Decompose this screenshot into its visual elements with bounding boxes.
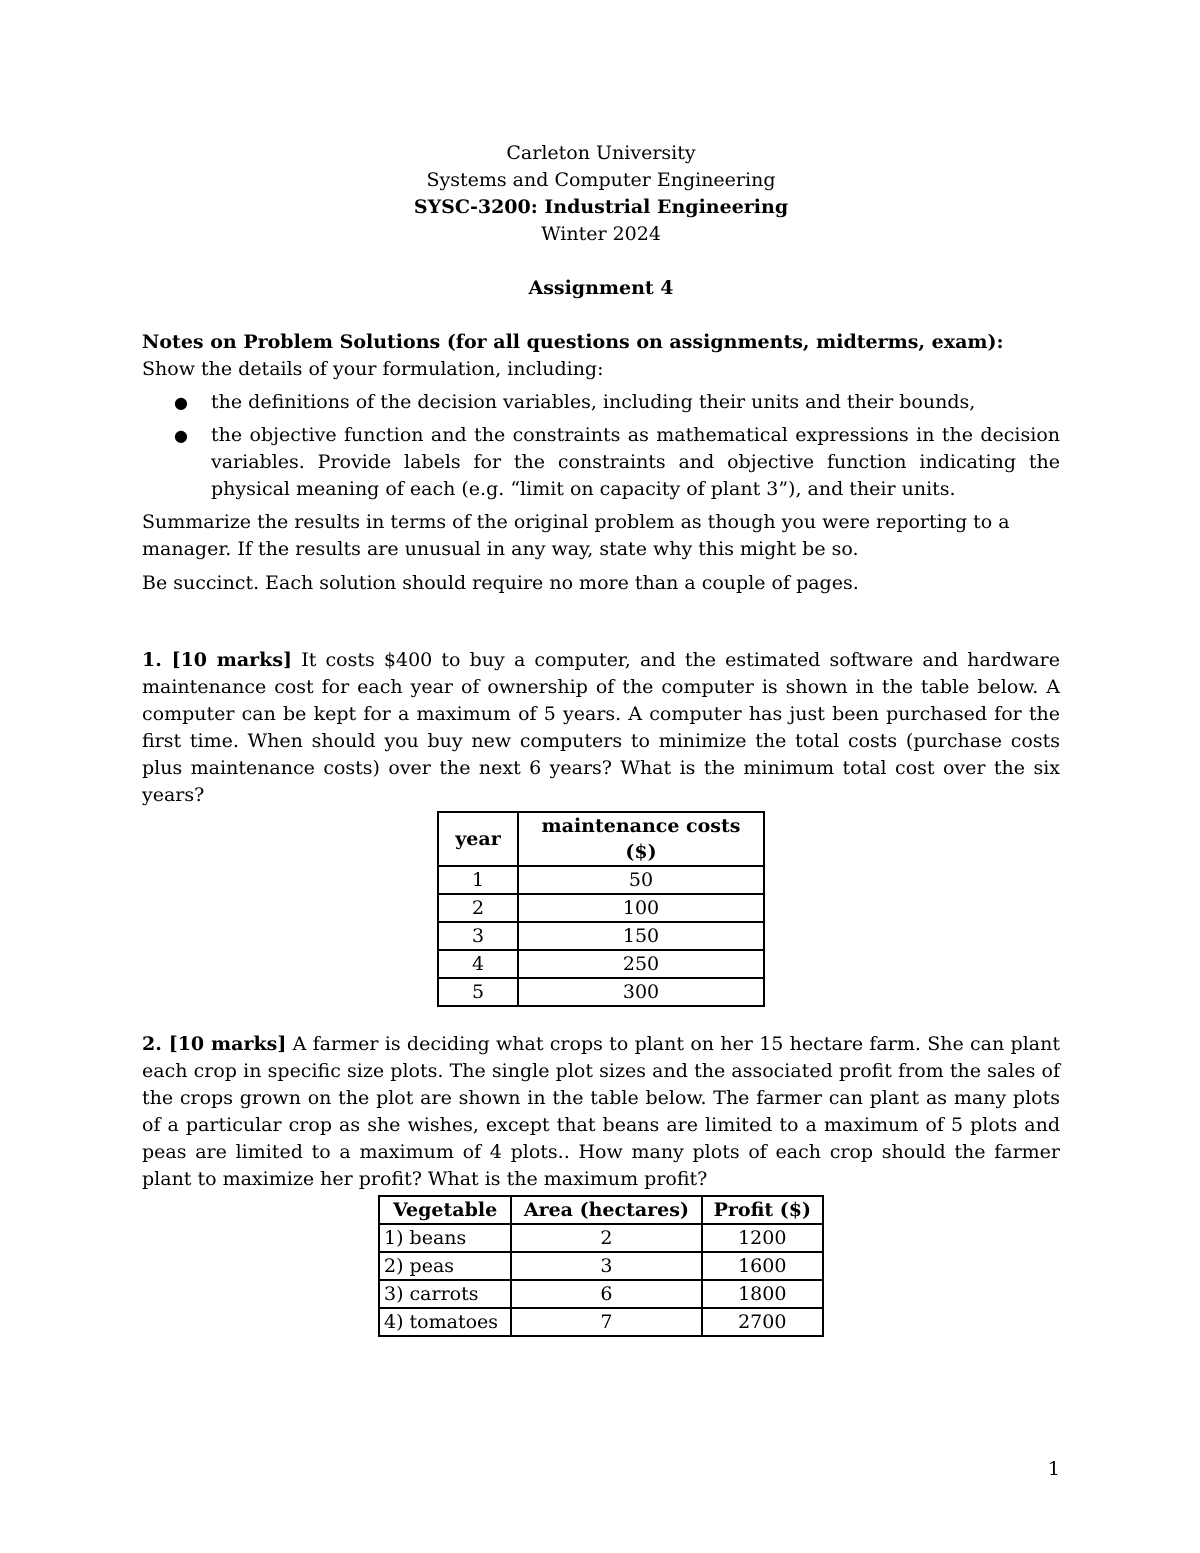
page-number: 1 [1047,1458,1060,1480]
table-cell: 6 [511,1280,701,1308]
question-2 [142,1031,1060,1193]
table-header-row [379,1196,823,1224]
table-header-row [438,812,764,866]
table-row [438,866,764,894]
university-name: Carleton University [506,142,696,164]
table-cell: 100 [518,894,764,922]
table-cell: 1 [438,866,518,894]
notes-succinct: Be succinct. Each solution should require no more than a couple of pages. [142,572,859,594]
table-cell: 300 [518,978,764,1006]
table-row [379,1280,823,1308]
table-cell: 2 [438,894,518,922]
table-cell: 1) beans [379,1224,511,1252]
table-cell: 5 [438,978,518,1006]
column-header: Area (hectares) [511,1196,701,1224]
document-header [142,140,1060,248]
column-header: Vegetable [379,1196,511,1224]
table-cell: 2700 [702,1308,823,1336]
table-cell: 4 [438,950,518,978]
table-cell: 7 [511,1308,701,1336]
maintenance-cost-table [437,811,765,1007]
table-cell: 4) tomatoes [379,1308,511,1336]
question-2-number: 2. [10 marks] [142,1033,287,1055]
table-cell: 3 [438,922,518,950]
question-1-number: 1. [10 marks] [142,649,293,671]
table-cell: 150 [518,922,764,950]
notes-intro: Show the details of your formulation, including: [142,358,604,380]
table-cell: 250 [518,950,764,978]
course-title: SYSC-3200: Industrial Engineering [413,196,789,218]
column-header: maintenance costs ($) [518,812,764,866]
question-1 [142,647,1060,809]
table-cell: 1200 [702,1224,823,1252]
list-item-text: the definitions of the decision variables, including their units and their bounds, [211,391,976,413]
table-cell: 2 [511,1224,701,1252]
table-row [438,922,764,950]
table-cell: 1600 [702,1252,823,1280]
bullet-icon: ● [174,426,188,445]
question-2-text: A farmer is deciding what crops to plant on her 15 hectare farm. She can plant each crop in specific size plots. The single plot sizes and the associated profit from the sales of the crops grown on the plot are shown in the table below. The farmer can plant as many plots of a particular crop as she wishes, except that beans are limited to a maximum of 5 plots and peas are limited to a maximum of 4 plots.. How many plots of each crop should the farmer plant to maximize her profit? What is the maximum profit? [142,1033,1060,1190]
table-cell: 50 [518,866,764,894]
list-item [142,389,1060,416]
list-item [142,422,1060,503]
assignment-title: Assignment 4 [528,277,674,299]
bullet-icon: ● [174,393,188,412]
table-row [379,1308,823,1336]
table-row [379,1224,823,1252]
crop-profit-table [378,1195,824,1337]
table-cell: 2) peas [379,1252,511,1280]
table-cell: 3) carrots [379,1280,511,1308]
table-cell: 1800 [702,1280,823,1308]
question-1-text: It costs $400 to buy a computer, and the estimated software and hardware maintenance cost for each year of ownership of the computer is shown in the table below. A computer can be kept for a maximum of 5 years. A computer has just been purchased for the first time. When should you buy new computers to minimize the total costs (purchase costs plus maintenance costs) over the next 6 years? What is the minimum total cost over the six years? [142,649,1060,806]
table-cell: 3 [511,1252,701,1280]
table-row [438,978,764,1006]
list-item-text: the objective function and the constraints as mathematical expressions in the decision variables. Provide labels for the constraints and objective function indicating the physical meaning of each (e.g. “limit on capacity of plant 3”), and their units. [211,424,1060,500]
table-row [438,894,764,922]
table-row [438,950,764,978]
term: Winter 2024 [541,223,661,245]
notes-heading: Notes on Problem Solutions (for all questions on assignments, midterms, exam): [142,331,1004,353]
notes-list [142,389,1060,503]
document-page [142,140,1060,1337]
notes-section [142,329,1060,597]
department-name: Systems and Computer Engineering [426,169,776,191]
column-header: year [438,812,518,866]
notes-summary: Summarize the results in terms of the original problem as though you were reporting to a manager. If the results are unusual in any way, state why this might be so. [142,511,1010,560]
table-row [379,1252,823,1280]
column-header: Profit ($) [702,1196,823,1224]
